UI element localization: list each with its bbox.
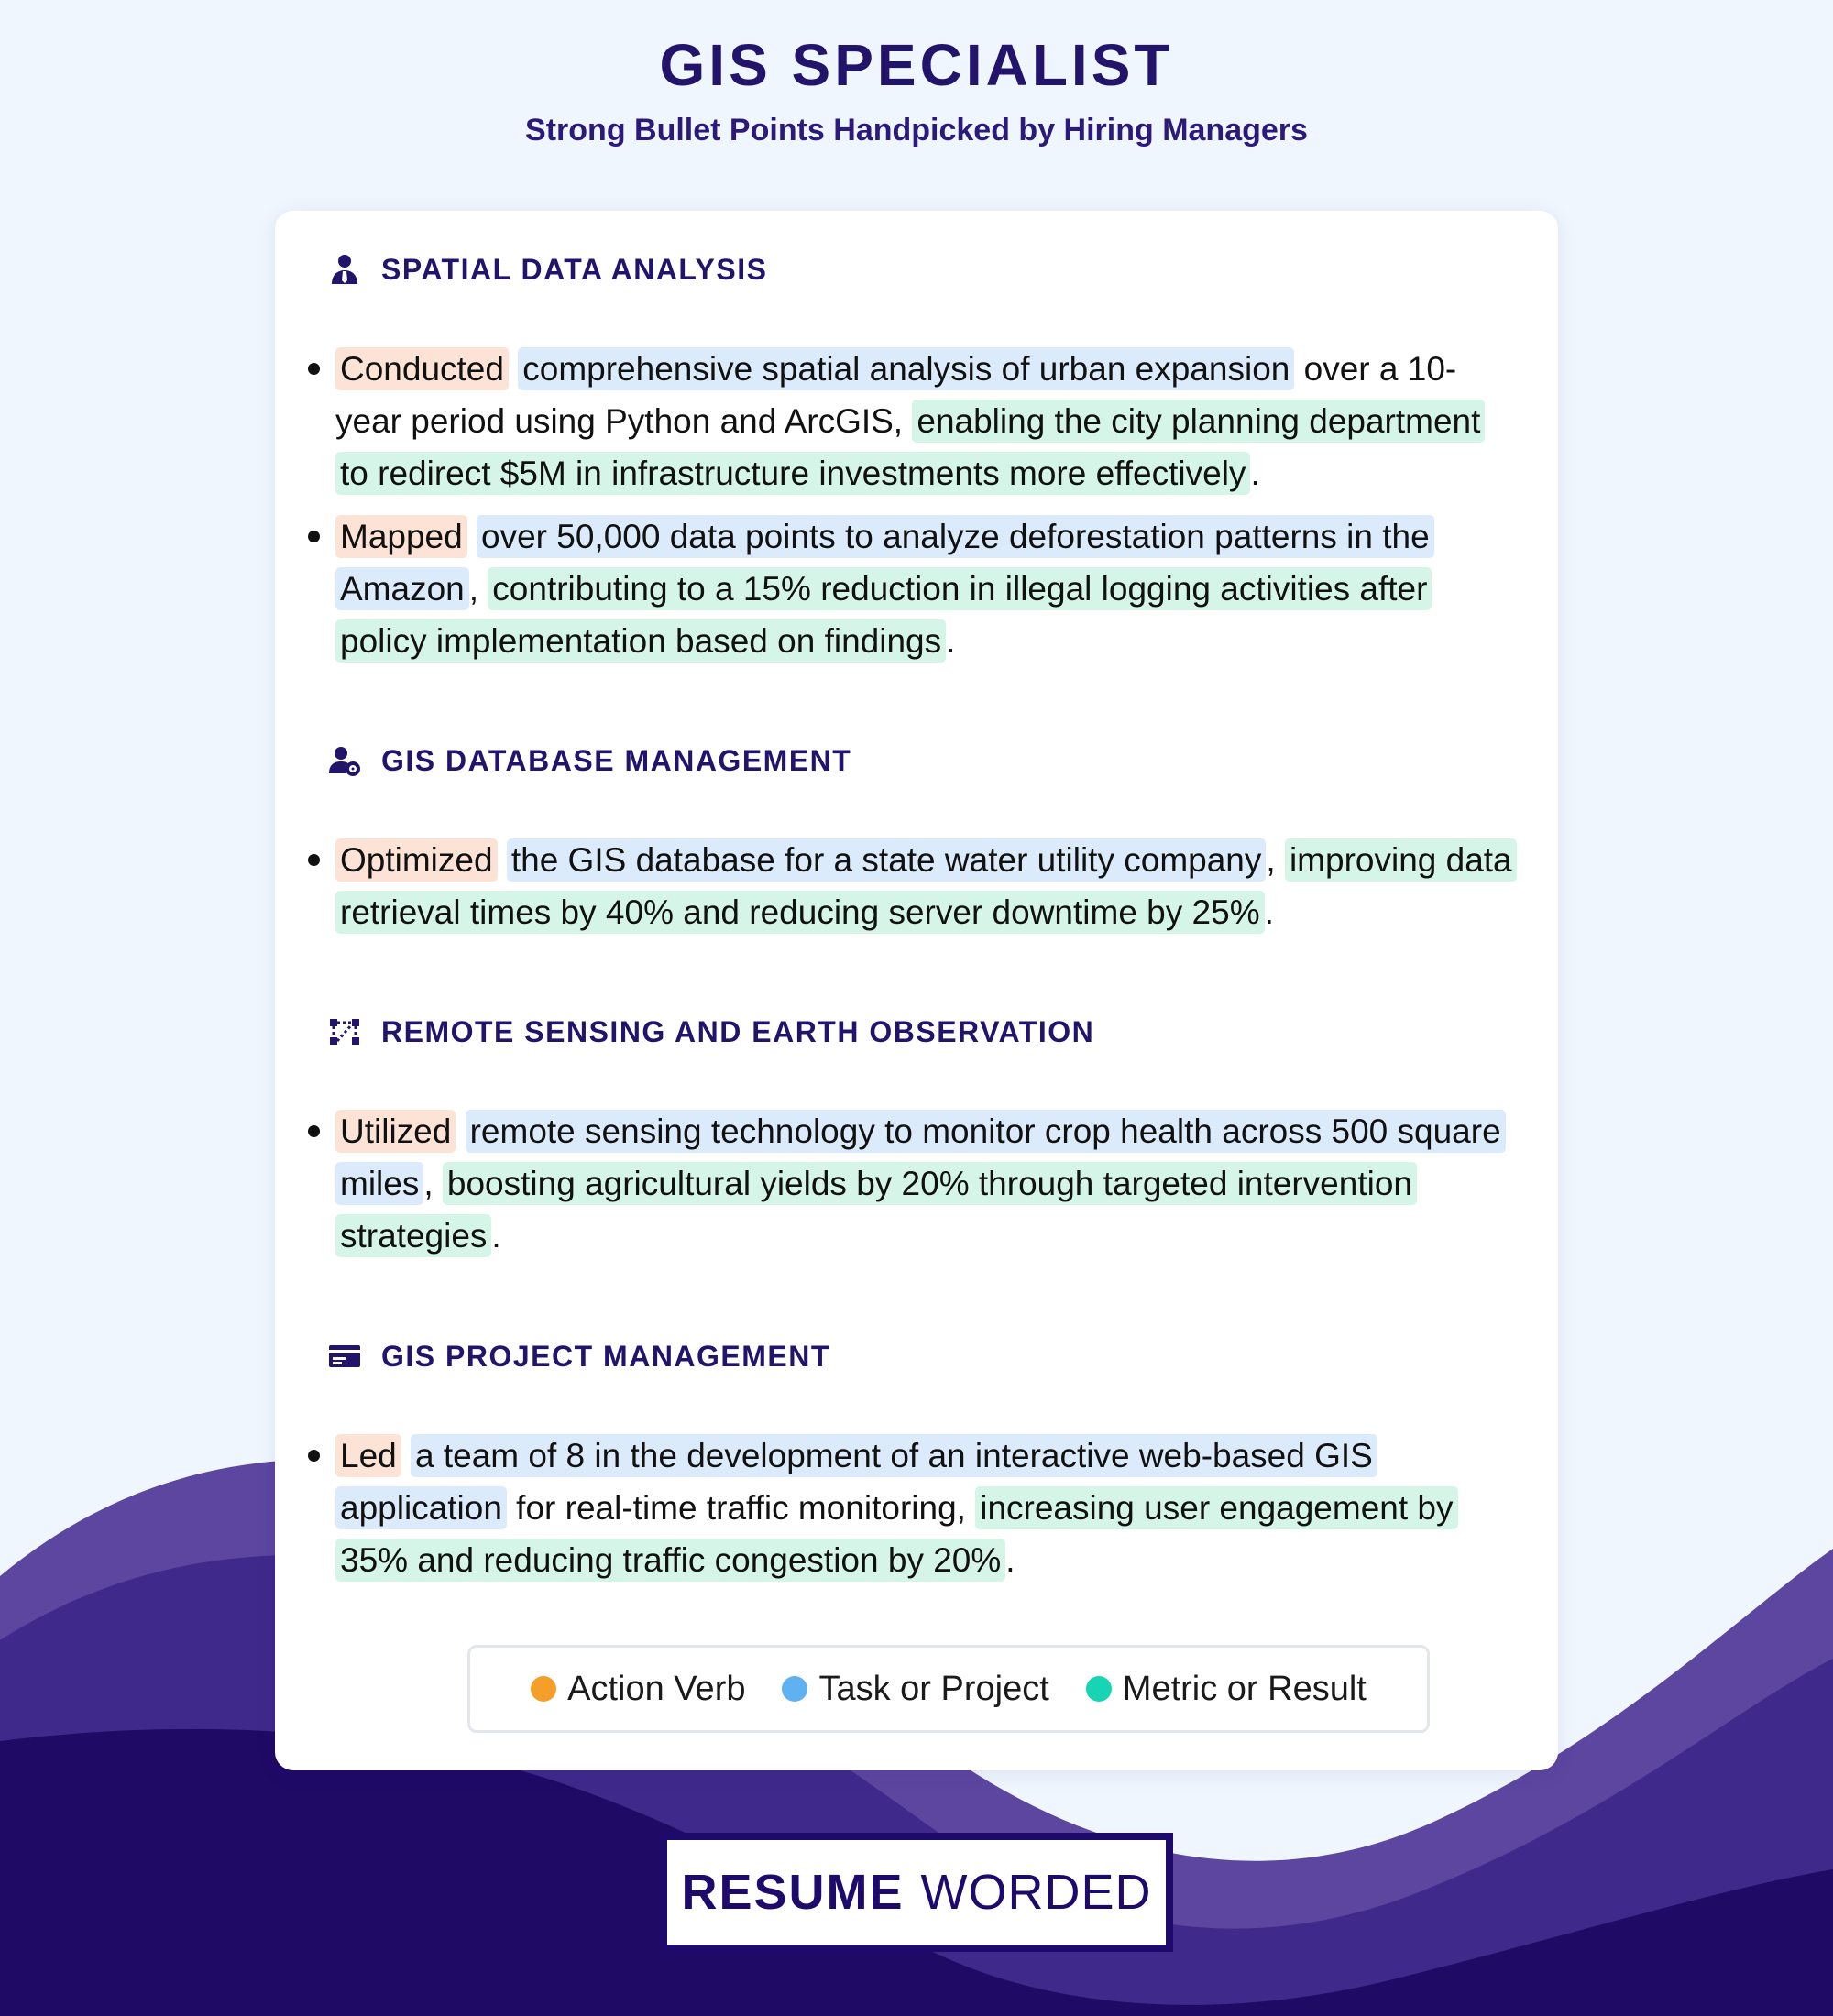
page-subtitle: Strong Bullet Points Handpicked by Hiring Managers — [525, 113, 1308, 148]
resume-worded-logo[interactable] — [660, 1833, 1173, 1952]
highlight-task-or-project: remote sensing technology to monitor crop health across 500 square miles — [335, 1110, 1506, 1205]
highlight-metric-or-result: boosting agricultural yields by 20% through targeted intervention strategies — [335, 1162, 1417, 1257]
highlight-task-or-project: the GIS database for a state water utility company — [507, 838, 1267, 882]
logo-text-bold: RESUME — [681, 1865, 905, 1920]
plain-text: , — [468, 570, 488, 608]
plain-text: . — [1005, 1541, 1015, 1579]
id-card-icon — [328, 1340, 361, 1373]
legend-item-task-or-project — [782, 1670, 1048, 1709]
bullet-dot — [308, 1450, 320, 1462]
page-header — [0, 0, 1833, 148]
legend-dot — [1086, 1676, 1112, 1702]
section-title: SPATIAL DATA ANALYSIS — [381, 252, 768, 286]
legend-label: Action Verb — [567, 1669, 746, 1708]
bullet-dot — [308, 363, 320, 375]
plain-text: . — [946, 622, 956, 660]
logo-text-light: WORDED — [920, 1865, 1152, 1920]
bullet-list — [335, 1430, 1518, 1597]
bullet-text — [335, 347, 1485, 495]
plain-text: . — [1264, 893, 1274, 931]
highlight-metric-or-result: improving data retrieval times by 40% and reducing server downtime by 25% — [335, 838, 1517, 934]
plain-text: . — [491, 1217, 501, 1255]
legend-label: Task or Project — [818, 1669, 1049, 1708]
plain-text: , — [1266, 841, 1285, 879]
bullet-item — [335, 510, 1518, 667]
bullet-dot — [308, 531, 320, 542]
section-heading — [328, 742, 851, 779]
highlight-legend — [467, 1645, 1430, 1733]
plain-text — [456, 1112, 465, 1150]
bullet-item — [335, 343, 1518, 499]
legend-dot — [782, 1676, 807, 1702]
highlight-action-verb: Conducted — [335, 347, 509, 390]
highlight-metric-or-result: increasing user engagement by 35% and reducing traffic congestion by 20% — [335, 1486, 1458, 1582]
legend-item-metric-or-result — [1086, 1670, 1367, 1709]
highlight-action-verb: Optimized — [335, 838, 498, 882]
plain-text — [498, 841, 507, 879]
highlight-task-or-project: a team of 8 in the development of an interactive web-based GIS application — [335, 1434, 1377, 1529]
plain-text: . — [1250, 455, 1260, 492]
bullet-points-card — [275, 211, 1558, 1770]
page-title: GIS SPECIALIST — [659, 32, 1174, 98]
legend-item-action-verb — [531, 1670, 745, 1709]
highlight-action-verb: Led — [335, 1434, 401, 1477]
plain-text — [509, 350, 518, 388]
user-gear-icon — [328, 744, 361, 777]
highlight-metric-or-result: contributing to a 15% reduction in illegal logging activities after policy implementation based on findings — [335, 567, 1432, 663]
legend-dot — [531, 1676, 556, 1702]
bullet-text — [335, 515, 1434, 663]
bullet-text — [335, 838, 1517, 934]
user-tie-icon — [328, 253, 361, 286]
network-nodes-icon — [328, 1015, 361, 1048]
highlight-task-or-project: comprehensive spatial analysis of urban expansion — [518, 347, 1294, 390]
section-heading — [328, 1013, 1094, 1050]
bullet-list — [335, 1105, 1518, 1273]
bullet-item — [335, 1430, 1518, 1586]
section-heading — [328, 251, 767, 288]
plain-text — [401, 1437, 411, 1474]
plain-text — [467, 518, 477, 555]
bullet-text — [335, 1434, 1458, 1582]
plain-text: over a 10-year period using Python and ArcGIS, — [335, 350, 1457, 440]
bullet-dot — [308, 1125, 320, 1137]
section-title: GIS PROJECT MANAGEMENT — [381, 1339, 830, 1373]
highlight-action-verb: Mapped — [335, 515, 467, 558]
bullet-dot — [308, 854, 320, 866]
bullet-text — [335, 1110, 1506, 1257]
highlight-task-or-project: over 50,000 data points to analyze deforestation patterns in the Amazon — [335, 515, 1434, 610]
bullet-list — [335, 343, 1518, 678]
plain-text: , — [423, 1165, 443, 1202]
bullet-item — [335, 834, 1518, 938]
section-title: GIS DATABASE MANAGEMENT — [381, 743, 852, 777]
legend-label: Metric or Result — [1122, 1669, 1367, 1708]
bullet-item — [335, 1105, 1518, 1262]
highlight-metric-or-result: enabling the city planning department to redirect $5M in infrastructure investments more effectively — [335, 400, 1485, 495]
section-heading — [328, 1338, 830, 1375]
section-title: REMOTE SENSING AND EARTH OBSERVATION — [381, 1014, 1095, 1048]
highlight-action-verb: Utilized — [335, 1110, 456, 1153]
bullet-list — [335, 834, 1518, 949]
plain-text: for real-time traffic monitoring, — [506, 1489, 976, 1527]
